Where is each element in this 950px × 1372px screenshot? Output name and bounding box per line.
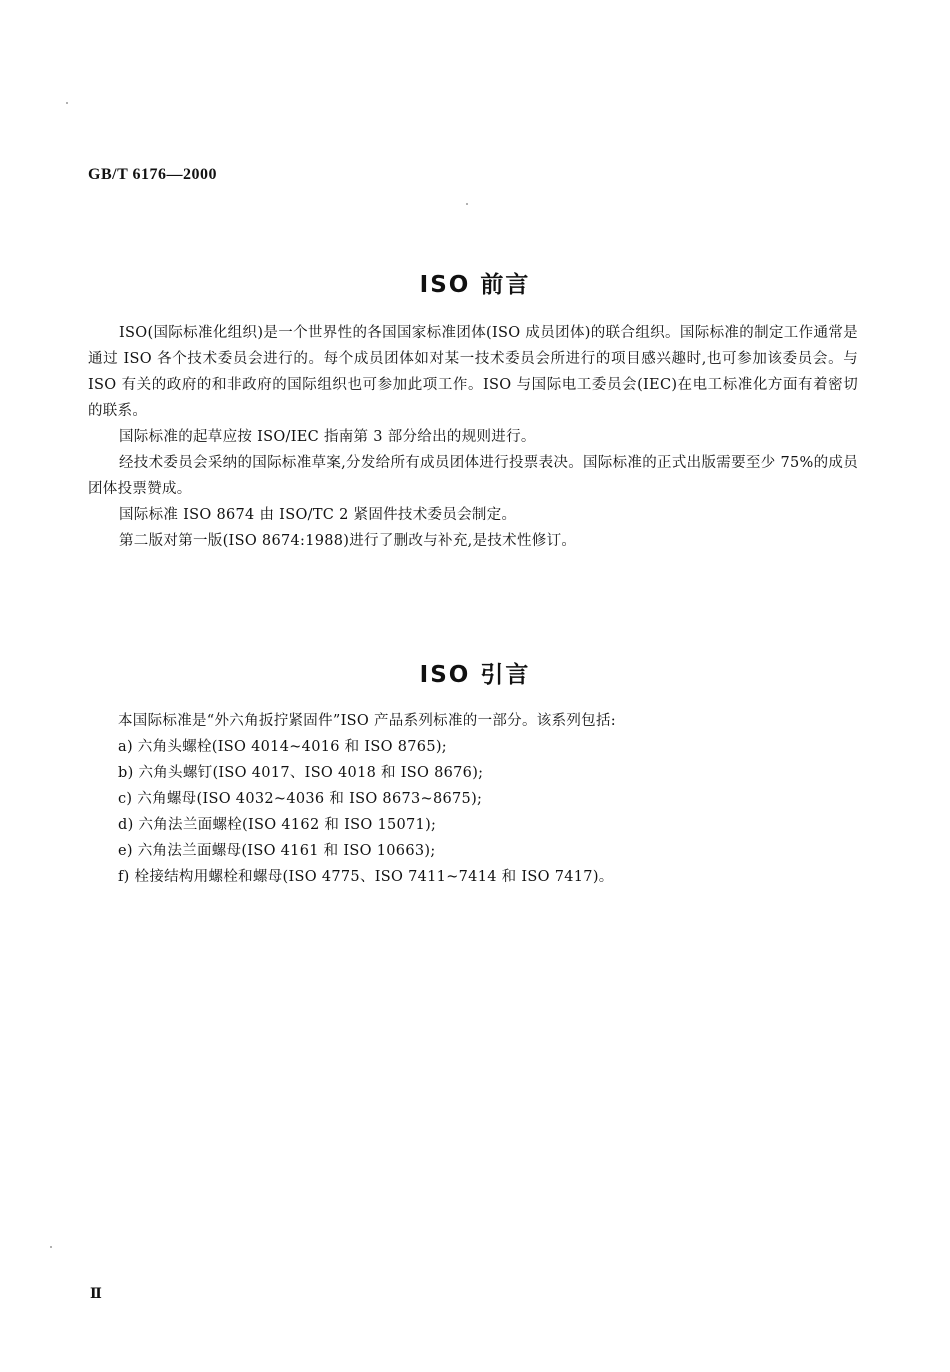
foreword-paragraph: 经技术委员会采纳的国际标准草案,分发给所有成员团体进行投票表决。国际标准的正式出版需要至少 75%的成员团体投票赞成。	[88, 455, 858, 497]
list-item: f) 栓接结构用螺栓和螺母(ISO 4775、ISO 7411~7414 和 ISO 7417)。	[118, 869, 614, 885]
list-item: d) 六角法兰面螺栓(ISO 4162 和 ISO 15071);	[118, 817, 437, 833]
list-item: a) 六角头螺栓(ISO 4014~4016 和 ISO 8765);	[118, 739, 447, 755]
introduction-lead: 本国际标准是“外六角扳拧紧固件”ISO 产品系列标准的一部分。该系列包括:	[118, 713, 616, 729]
list-item: e) 六角法兰面螺母(ISO 4161 和 ISO 10663);	[118, 843, 436, 859]
foreword-paragraph: 国际标准的起草应按 ISO/IEC 指南第 3 部分给出的规则进行。	[119, 429, 536, 445]
foreword-paragraph: 第二版对第一版(ISO 8674:1988)进行了删改与补充,是技术性修订。	[119, 533, 577, 549]
list-item: c) 六角螺母(ISO 4032~4036 和 ISO 8673~8675);	[118, 791, 483, 807]
introduction-title: ISO 引言	[419, 662, 531, 688]
scan-speck	[466, 203, 468, 205]
scan-speck	[50, 1246, 52, 1248]
scan-speck	[66, 102, 68, 104]
page-number: Ⅱ	[90, 1287, 102, 1302]
foreword-paragraph: ISO(国际标准化组织)是一个世界性的各国国家标准团体(ISO 成员团体)的联合组织。国际标准的制定工作通常是通过 ISO 各个技术委员会进行的。每个成员团体如对某一技术委员会所进行的项目感兴趣时,也可参加该委员会。与 ISO 有关的政府的和非政府的国际组织也可参加此项工作。ISO 与国际电工委员会(IEC)在电工标准化方面有着密切的联系。	[88, 325, 858, 419]
document-number: GB/T 6176—2000	[88, 166, 217, 183]
foreword-title: ISO 前言	[419, 272, 531, 298]
list-item: b) 六角头螺钉(ISO 4017、ISO 4018 和 ISO 8676);	[118, 765, 484, 781]
foreword-paragraph: 国际标准 ISO 8674 由 ISO/TC 2 紧固件技术委员会制定。	[119, 507, 517, 523]
